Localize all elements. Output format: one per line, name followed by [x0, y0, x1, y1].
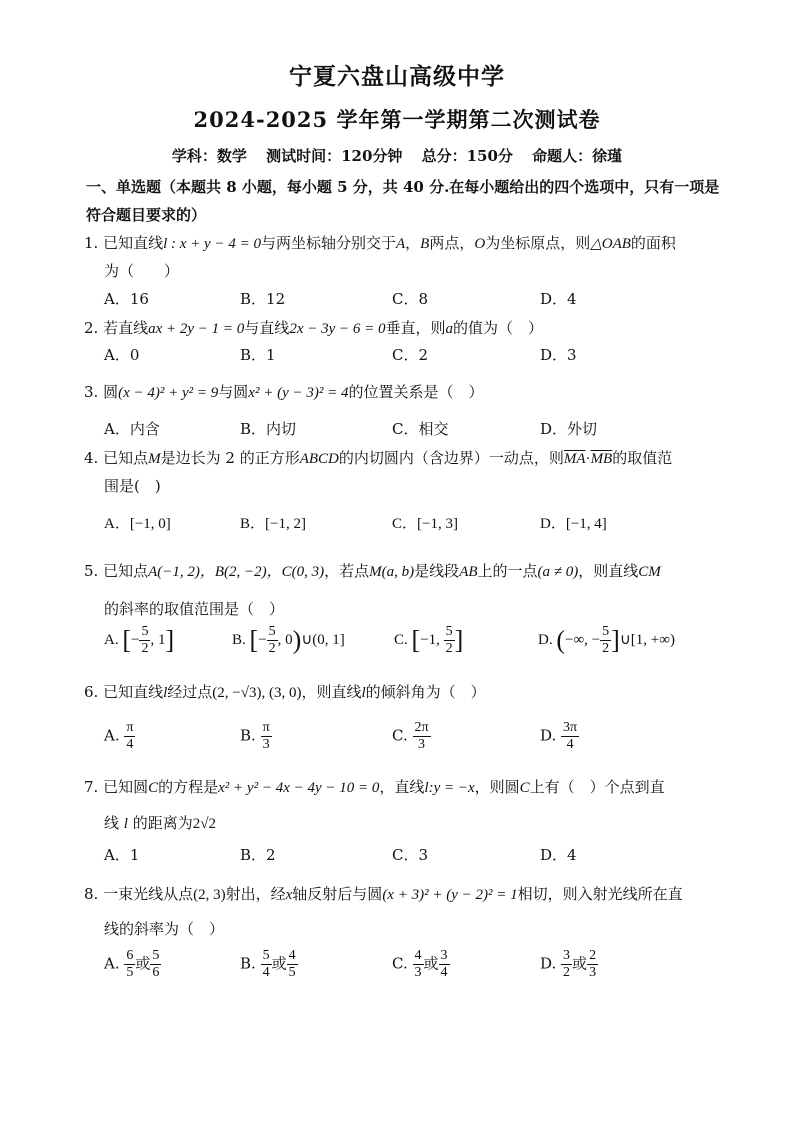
q7-text: ，则圆: [474, 778, 520, 796]
q8-point: (2, 3): [193, 887, 226, 903]
q1-text: 两点，: [429, 234, 475, 252]
q6-option-c-label: C.: [392, 726, 408, 745]
q3-text: 的位置关系是（ ）: [348, 383, 484, 401]
fraction-numerator: 3: [440, 948, 448, 963]
fraction-denominator: 3: [589, 965, 597, 980]
q1-option-d: D．4: [540, 290, 577, 308]
q2-option-c: C．2: [392, 346, 429, 364]
q5-text: 上的一点: [477, 562, 538, 580]
q2-option-d: D．3: [540, 346, 577, 364]
question-8: [84, 883, 683, 904]
q8-option-a: [104, 948, 161, 981]
fraction-numerator: 4: [414, 948, 422, 963]
q2-text: 的值为（ ）: [453, 319, 544, 337]
q5-option-b-prefix: −: [258, 631, 267, 648]
q8-circle-equation: (x + 3)² + (y − 2)² = 1: [382, 887, 518, 903]
fraction-numerator: 6: [126, 948, 134, 963]
q8-option-d-label: D.: [540, 954, 557, 973]
q7-option-b: B．2: [240, 846, 276, 864]
q4-option-d: D．[−1, 4]: [540, 516, 607, 532]
q3-number: 3.: [84, 383, 99, 401]
fraction-numerator: 4: [288, 948, 296, 963]
or-word: 或: [135, 954, 151, 973]
q4-continuation: 围是( ): [104, 477, 161, 495]
q5-option-b-label: B.: [232, 631, 246, 648]
q1-triangle: △OAB: [590, 236, 631, 252]
q5-option-b: B. [− $\frac{5}{2}$ , 0)∪(0, 1]: [232, 624, 345, 656]
q3-option-b: B．内切: [240, 420, 297, 438]
q1-text: 已知直线: [103, 234, 164, 252]
q2-line-1: ax + 2y − 1 = 0: [148, 321, 245, 337]
q1-option-c: C．8: [392, 290, 429, 308]
q5-option-c-prefix: −1,: [420, 631, 444, 648]
q5-text: 是线段: [414, 562, 460, 580]
q5-option-d-label: D.: [538, 631, 553, 648]
q7-option-d: D．4: [540, 846, 577, 864]
q4-option-a: A．[−1, 0]: [104, 516, 171, 532]
q8-option-c: [392, 948, 450, 981]
q5-option-d-prefix: −∞, −: [565, 631, 601, 648]
q6-text: ，则直线: [301, 683, 362, 701]
q4-square: ABCD: [299, 451, 339, 467]
q7-text: 上有（ ）个点到直: [529, 778, 665, 796]
q2-variable: a: [445, 321, 454, 337]
q6-option-d-label: D.: [540, 726, 557, 745]
q3-text: 圆: [103, 383, 119, 401]
q7-line-equation: y = −x: [433, 780, 475, 796]
fraction-numerator: 2π: [414, 720, 429, 735]
q6-option-c: [392, 720, 431, 753]
q3-option-d: D．外切: [540, 420, 598, 438]
q5-continuation: 的斜率的取值范围是（ ）: [104, 600, 285, 618]
q6-option-b-label: B.: [240, 726, 256, 745]
q6-option-a: [104, 720, 135, 753]
section-title: 一、单选题（本题共 8 小题，每小题 5 分，共 40 分.在每小题给出的四个选项中，只有一项是符合题目要求的）: [86, 178, 720, 224]
q8-continuation: 线的斜率为（ ）: [104, 920, 225, 938]
q4-text: 的取值范: [612, 449, 673, 467]
fraction-denominator: 4: [566, 737, 574, 752]
fraction-numerator: π: [262, 720, 270, 735]
q4-point-m: M: [148, 451, 161, 467]
fraction-denominator: 2: [141, 641, 149, 656]
q5-option-d: D. (−∞, − $\frac{5}{2}$ ]∪[1, +∞): [538, 624, 675, 656]
q5-condition: (a ≠ 0): [537, 564, 579, 580]
q2-option-a: A．0: [104, 346, 140, 364]
q5-point-m: M(a, b): [369, 564, 415, 580]
q4-text: 已知点: [103, 449, 149, 467]
q3-circle-1: (x − 4)² + y² = 9: [118, 385, 219, 401]
question-6: [84, 681, 486, 702]
fraction-numerator: 5: [141, 624, 149, 639]
fraction-denominator: 2: [563, 965, 571, 980]
q6-points: (2, −√3), (3, 0): [212, 685, 302, 701]
q4-text: 是边长为 2 的正方形: [160, 449, 300, 467]
q7-continuation: [104, 812, 216, 833]
q8-text: 轴反射后与圆: [292, 885, 383, 903]
q1-continuation: 为（ ）: [104, 262, 180, 280]
q7-text: ，直线: [379, 778, 425, 796]
q1-text: 与两坐标轴分别交于: [260, 234, 396, 252]
q7-distance: 2√2: [192, 816, 216, 832]
q1-line-equation: l : x + y − 4 = 0: [163, 236, 261, 252]
fraction-denominator: 5: [126, 965, 134, 980]
q5-line-cm: CM: [638, 564, 661, 580]
fraction-denominator: 3: [414, 965, 422, 980]
or-word: 或: [572, 954, 588, 973]
q4-text: 的内切圆内（含边界）一动点，则: [338, 449, 564, 467]
q3-option-c: C．相交: [392, 420, 449, 438]
school-name: 宁夏六盘山高级中学: [289, 63, 505, 90]
q7-text: 的距离为: [132, 814, 193, 832]
q1-point-o: O: [474, 236, 486, 252]
q5-text: ，若点: [324, 562, 370, 580]
q6-option-d: [540, 720, 579, 753]
q4-number: 4.: [84, 449, 99, 467]
q4-dot: ·: [585, 451, 591, 467]
fraction-numerator: 5: [268, 624, 276, 639]
q1-option-a: A．16: [104, 290, 149, 308]
fraction-denominator: 4: [262, 965, 270, 980]
q7-text: 的方程是: [158, 778, 219, 796]
q5-option-a-prefix: −: [131, 631, 140, 648]
q5-points: A(−1, 2)，B(2, −2)，C(0, 3): [148, 564, 325, 580]
q5-option-c: C. [−1, $\frac{5}{2}$ ]: [394, 624, 464, 656]
fraction-denominator: 4: [440, 965, 448, 980]
q7-circle-equation: x² + y² − 4x − 4y − 10 = 0: [218, 780, 380, 796]
q6-option-a-label: A.: [104, 726, 120, 745]
or-word: 或: [271, 954, 287, 973]
q7-text: 线: [104, 814, 120, 832]
exam-info: 学科：数学 测试时间：120分钟 总分：150分 命题人：徐瑾: [171, 147, 623, 165]
fraction-numerator: 5: [262, 948, 270, 963]
q7-line-l: l:: [424, 780, 434, 796]
q1-point-a: A: [395, 236, 406, 252]
question-7: [84, 776, 665, 797]
fraction-denominator: 3: [418, 737, 426, 752]
q5-option-a: A. [− $\frac{5}{2}$ , 1]: [104, 624, 175, 656]
q3-circle-2: x² + (y − 3)² = 4: [248, 385, 349, 401]
q1-text: 为坐标原点，则: [485, 234, 591, 252]
q5-option-b-union: ∪(0, 1]: [301, 631, 345, 648]
exam-title: 2024-2025 学年第一学期第二次测试卷: [193, 107, 601, 132]
q2-text: 若直线: [103, 319, 149, 337]
q3-text: 与圆: [218, 383, 249, 401]
q1-option-b: B．12: [240, 290, 286, 308]
q6-text: 的倾斜角为（ ）: [365, 683, 486, 701]
q8-text: 一束光线从点: [103, 885, 194, 903]
q7-circle-c: C: [519, 780, 530, 796]
q8-number: 8.: [84, 885, 99, 903]
q5-option-a-label: A.: [104, 631, 119, 648]
question-3: [84, 381, 483, 402]
q4-option-b: B．[−1, 2]: [240, 516, 306, 532]
q5-segment: AB: [459, 564, 478, 580]
q6-text: 经过点: [167, 683, 213, 701]
fraction-numerator: 2: [589, 948, 597, 963]
q5-text: 已知点: [103, 562, 149, 580]
fraction-denominator: 3: [262, 737, 270, 752]
q3-option-a: A．内含: [104, 420, 160, 438]
fraction-numerator: 3π: [563, 720, 578, 735]
q4-vector-ma: $\overline{MA}$: [563, 451, 586, 467]
q1-text: 的面积: [630, 234, 676, 252]
q7-option-c: C．3: [392, 846, 429, 864]
fraction-numerator: 5: [602, 624, 610, 639]
q2-text: 垂直，则: [385, 319, 446, 337]
q2-option-b: B．1: [240, 346, 276, 364]
q6-line-l: l: [163, 685, 168, 701]
q5-option-a-suffix: , 1: [150, 631, 166, 648]
question-1: [84, 232, 676, 253]
q7-circle-c: C: [148, 780, 159, 796]
q5-number: 5.: [84, 562, 99, 580]
q8-text: 相切，则入射光线所在直: [517, 885, 683, 903]
q2-text: 与直线: [244, 319, 290, 337]
q5-text: ，则直线: [578, 562, 639, 580]
q2-number: 2.: [84, 319, 99, 337]
q5-option-c-label: C.: [394, 631, 408, 648]
fraction-numerator: 5: [445, 624, 453, 639]
q1-separator: ，: [405, 234, 421, 252]
fraction-numerator: π: [126, 720, 134, 735]
q6-number: 6.: [84, 683, 99, 701]
q8-option-d: [540, 948, 598, 981]
q8-option-a-label: A.: [104, 954, 120, 973]
q8-option-b: [240, 948, 298, 981]
q1-number: 1.: [84, 234, 99, 252]
question-5: [84, 560, 661, 581]
q6-option-b: [240, 720, 272, 753]
q6-line-l: l: [361, 685, 366, 701]
q7-option-a: A．1: [104, 846, 140, 864]
q8-option-c-label: C.: [392, 954, 408, 973]
or-word: 或: [423, 954, 439, 973]
fraction-denominator: 2: [268, 641, 276, 656]
question-4: [84, 447, 672, 468]
q7-number: 7.: [84, 778, 99, 796]
fraction-numerator: 5: [152, 948, 160, 963]
q4-option-c: C．[−1, 3]: [392, 516, 458, 532]
q2-line-2: 2x − 3y − 6 = 0: [289, 321, 386, 337]
q8-text: 射出，经: [225, 885, 286, 903]
q8-axis: x: [285, 887, 293, 903]
q1-point-b: B: [420, 236, 430, 252]
fraction-denominator: 2: [602, 641, 610, 656]
fraction-numerator: 3: [563, 948, 571, 963]
fraction-denominator: 2: [445, 641, 453, 656]
fraction-denominator: 4: [126, 737, 134, 752]
question-2: [84, 317, 543, 338]
q8-option-b-label: B.: [240, 954, 256, 973]
fraction-denominator: 5: [288, 965, 296, 980]
q7-text: 已知圆: [103, 778, 149, 796]
q6-text: 已知直线: [103, 683, 164, 701]
fraction-denominator: 6: [152, 965, 160, 980]
q5-option-d-union: ∪[1, +∞): [619, 631, 675, 648]
q5-option-b-suffix: , 0: [277, 631, 293, 648]
q4-vector-mb: $\overline{MB}$: [590, 451, 613, 467]
q7-line-l: l: [123, 816, 128, 832]
